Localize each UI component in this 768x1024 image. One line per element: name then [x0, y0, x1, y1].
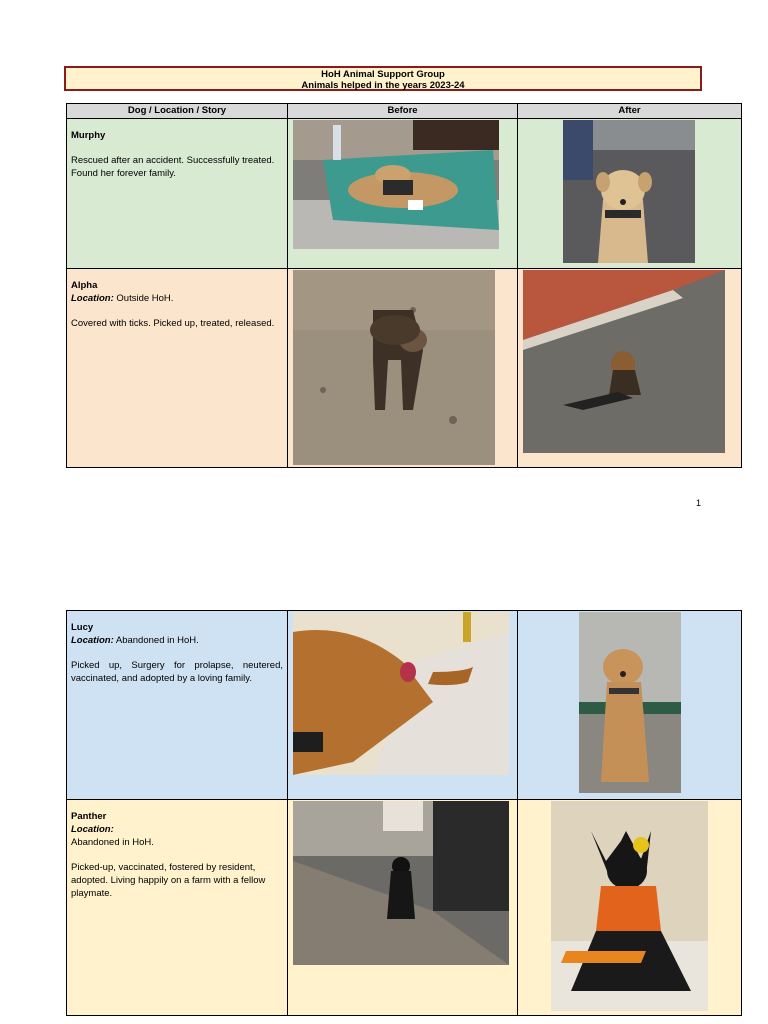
dog-location: Abandoned in HoH.	[71, 837, 154, 848]
dog-name: Murphy	[71, 130, 106, 141]
location-label: Location:	[71, 824, 114, 835]
dog-story: Picked up, Surgery for prolapse, neutered, vaccinated, and adopted by a loving family.	[71, 660, 283, 684]
page-title-box	[64, 66, 702, 91]
after-cell-alpha	[518, 269, 742, 468]
before-cell-panther	[288, 800, 518, 1016]
before-cell-murphy	[288, 119, 518, 269]
page-title: HoH Animal Support Group	[321, 69, 445, 80]
after-photo-panther	[551, 801, 708, 1011]
after-cell-lucy	[518, 611, 742, 800]
rescue-table-page-1	[66, 103, 742, 468]
dog-name: Lucy	[71, 622, 94, 633]
story-cell-alpha	[67, 269, 288, 468]
dog-name: Alpha	[71, 280, 98, 291]
table-row-murphy	[67, 119, 742, 269]
before-cell-alpha	[288, 269, 518, 468]
after-photo-murphy	[563, 120, 695, 263]
table-row-alpha	[67, 269, 742, 468]
before-photo-alpha	[293, 270, 495, 465]
story-cell-murphy	[67, 119, 288, 269]
after-photo-lucy	[579, 612, 681, 793]
dog-location: Abandoned in HoH.	[115, 635, 199, 646]
after-cell-murphy	[518, 119, 742, 269]
table-header-row	[67, 104, 742, 119]
dog-story: Picked-up, vaccinated, fostered by resident, adopted. Living happily on a farm with a fellow playmate.	[71, 862, 266, 899]
page-number: 1	[696, 498, 702, 508]
after-cell-panther	[518, 800, 742, 1016]
story-cell-lucy	[67, 611, 288, 800]
column-header-after: After	[518, 104, 742, 119]
rescue-table-page-2	[66, 610, 742, 1016]
before-cell-lucy	[288, 611, 518, 800]
dog-story: Rescued after an accident. Successfully treated. Found her forever family.	[71, 155, 275, 179]
before-photo-lucy	[293, 612, 509, 775]
table-row-panther	[67, 800, 742, 1016]
dog-name: Panther	[71, 811, 107, 822]
before-photo-panther	[293, 801, 509, 965]
location-label: Location:	[71, 635, 114, 646]
column-header-story: Dog / Location / Story	[67, 104, 288, 119]
dog-story: Covered with ticks. Picked up, treated, released.	[71, 318, 275, 329]
story-cell-panther	[67, 800, 288, 1016]
location-label: Location:	[71, 293, 114, 304]
table-row-lucy	[67, 611, 742, 800]
dog-location: Outside HoH.	[116, 293, 174, 304]
after-photo-alpha	[523, 270, 725, 453]
page-subtitle: Animals helped in the years 2023-24	[301, 80, 465, 91]
column-header-before: Before	[288, 104, 518, 119]
before-photo-murphy	[293, 120, 499, 249]
